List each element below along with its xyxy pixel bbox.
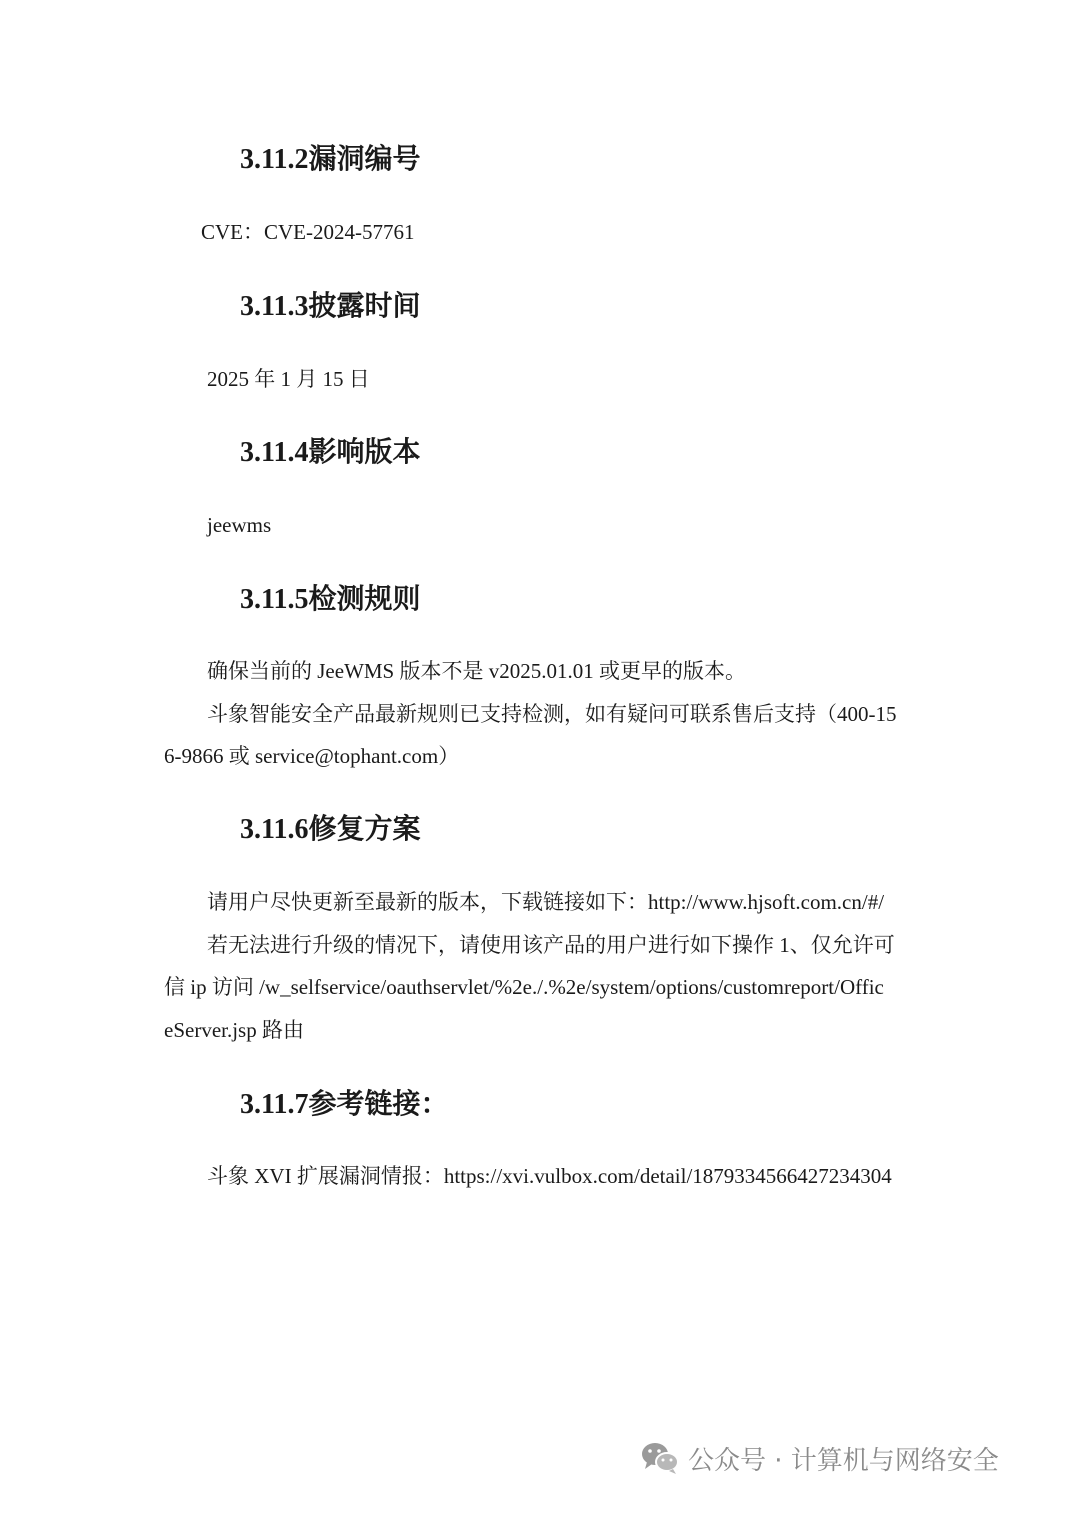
watermark-text: 公众号 · 计算机与网络安全	[688, 1445, 999, 1476]
fix-paragraph-line: eServer.jsp 路由	[164, 1018, 304, 1042]
detection-paragraph-line: 斗象智能安全产品最新规则已支持检测，如有疑问可联系售后支持（400-15	[207, 702, 897, 726]
cve-text: CVE：CVE-2024-57761	[201, 220, 415, 244]
wechat-icon	[640, 1440, 680, 1476]
disclosure-date: 2025 年 1 月 15 日	[207, 367, 370, 391]
heading-disclosure-time: 3.11.3披露时间	[240, 291, 421, 322]
detection-paragraph-line: 6-9866 或 service@tophant.com）	[164, 744, 460, 768]
heading-affected-version: 3.11.4影响版本	[240, 437, 421, 468]
detection-paragraph-line: 确保当前的 JeeWMS 版本不是 v2025.01.01 或更早的版本。	[207, 659, 746, 683]
heading-reference-links: 3.11.7参考链接：	[240, 1089, 449, 1120]
reference-link-text: 斗象 XVI 扩展漏洞情报：https://xvi.vulbox.com/detail/1879334566427234304	[207, 1164, 892, 1188]
fix-paragraph-line: 请用户尽快更新至最新的版本，下载链接如下：http://www.hjsoft.com.cn/#/	[207, 890, 885, 914]
heading-detection-rules: 3.11.5检测规则	[240, 584, 421, 615]
affected-version-text: jeewms	[207, 513, 272, 537]
heading-vuln-id: 3.11.2漏洞编号	[240, 144, 421, 175]
fix-paragraph-line: 信 ip 访问 /w_selfservice/oauthservlet/%2e./.%2e/system/options/customreport/Offic	[164, 975, 884, 999]
watermark	[640, 1438, 999, 1478]
fix-paragraph-line: 若无法进行升级的情况下，请使用该产品的用户进行如下操作 1、仅允许可	[207, 933, 895, 957]
heading-fix-plan: 3.11.6修复方案	[240, 814, 421, 845]
